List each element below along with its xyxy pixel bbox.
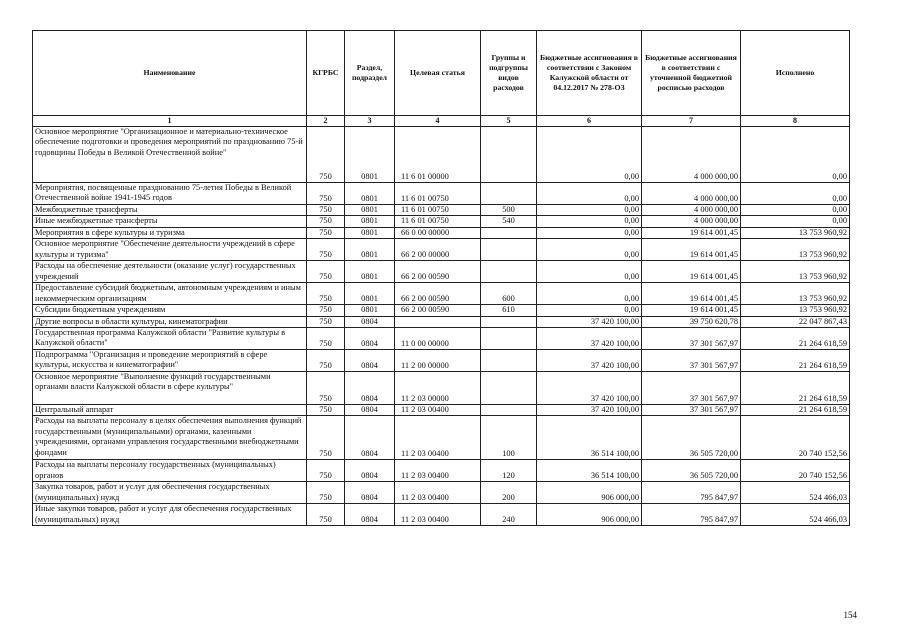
row-kgrbs: 750 (307, 305, 345, 316)
row-section: 0804 (345, 372, 395, 405)
row-executed: 13 753 960,92 (741, 227, 850, 238)
row-name: Центральный аппарат (33, 405, 307, 416)
row-group (481, 127, 537, 183)
row-budget-refined: 39 750 620,78 (642, 316, 741, 327)
row-target: 11 2 03 00000 (395, 372, 481, 405)
table-row (33, 350, 850, 372)
row-executed: 22 047 867,43 (741, 316, 850, 327)
row-budget-refined: 795 847,97 (642, 504, 741, 526)
row-budget-law: 0,00 (537, 305, 642, 316)
row-section: 0801 (345, 261, 395, 283)
row-budget-law: 0,00 (537, 216, 642, 227)
row-budget-law: 37 420 100,00 (537, 316, 642, 327)
row-executed: 21 264 618,59 (741, 350, 850, 372)
row-budget-refined: 4 000 000,00 (642, 183, 741, 205)
row-budget-refined: 19 614 001,45 (642, 283, 741, 305)
row-budget-law: 36 514 100,00 (537, 416, 642, 460)
row-kgrbs: 750 (307, 350, 345, 372)
table-row (33, 316, 850, 327)
row-executed: 13 753 960,92 (741, 261, 850, 283)
row-budget-law: 0,00 (537, 227, 642, 238)
table-row (33, 482, 850, 504)
row-budget-refined: 4 000 000,00 (642, 127, 741, 183)
table-row (33, 305, 850, 316)
row-executed: 0,00 (741, 183, 850, 205)
col-kgrbs-header: КГРБС (307, 31, 345, 116)
row-budget-law: 36 514 100,00 (537, 460, 642, 482)
row-group: 600 (481, 283, 537, 305)
row-kgrbs: 750 (307, 405, 345, 416)
row-kgrbs: 750 (307, 227, 345, 238)
col-name-header: Наименование (33, 31, 307, 116)
column-number: 3 (345, 116, 395, 127)
row-budget-law: 906 000,00 (537, 504, 642, 526)
table-row (33, 216, 850, 227)
row-budget-law: 37 420 100,00 (537, 328, 642, 350)
column-number: 4 (395, 116, 481, 127)
table-row (33, 261, 850, 283)
row-budget-law: 37 420 100,00 (537, 405, 642, 416)
row-target: 11 2 03 00400 (395, 405, 481, 416)
row-executed: 0,00 (741, 205, 850, 216)
column-number: 8 (741, 116, 850, 127)
row-group (481, 183, 537, 205)
row-section: 0801 (345, 239, 395, 261)
row-group: 500 (481, 205, 537, 216)
row-budget-law: 37 420 100,00 (537, 372, 642, 405)
row-budget-refined: 36 505 720,00 (642, 460, 741, 482)
row-target: 11 0 00 00000 (395, 328, 481, 350)
row-target: 11 2 03 00400 (395, 504, 481, 526)
row-group (481, 261, 537, 283)
row-target: 11 6 01 00750 (395, 183, 481, 205)
row-kgrbs: 750 (307, 127, 345, 183)
table-row (33, 283, 850, 305)
table-row (33, 239, 850, 261)
row-budget-law: 0,00 (537, 127, 642, 183)
row-kgrbs: 750 (307, 283, 345, 305)
row-target: 66 2 00 00000 (395, 239, 481, 261)
col-target-header: Целевая статья (395, 31, 481, 116)
table-row (33, 405, 850, 416)
row-executed: 0,00 (741, 127, 850, 183)
col-budget-law-header: Бюджетные ассигнования в соответствии с Законом Калужской области от 04.12.2017 № 278-ОЗ (537, 31, 642, 116)
table-row (33, 127, 850, 183)
row-section: 0801 (345, 227, 395, 238)
row-name: Расходы на выплаты персоналу в целях обеспечения выполнения функций государственными (муниципальными) органами, казенными учреждениями, органами управления государственными внебюджетными фондами (33, 416, 307, 460)
row-section: 0804 (345, 405, 395, 416)
row-budget-law: 906 000,00 (537, 482, 642, 504)
row-name: Основное мероприятие "Организационное и материально-техническое обеспечение подготовки и проведения мероприятий по празднованию 75-й годовщины Победы в Великой Отечественной войне" (33, 127, 307, 183)
row-executed: 20 740 152,56 (741, 416, 850, 460)
row-name: Мероприятия в сфере культуры и туризма (33, 227, 307, 238)
row-section: 0804 (345, 350, 395, 372)
page-number: 154 (843, 610, 857, 620)
row-executed: 21 264 618,59 (741, 405, 850, 416)
row-group (481, 350, 537, 372)
row-kgrbs: 750 (307, 460, 345, 482)
row-name: Основное мероприятие "Обеспечение деятельности учреждений в сфере культуры и туризма" (33, 239, 307, 261)
row-section: 0804 (345, 460, 395, 482)
row-budget-refined: 4 000 000,00 (642, 205, 741, 216)
row-budget-refined: 36 505 720,00 (642, 416, 741, 460)
row-group (481, 239, 537, 261)
row-group: 100 (481, 416, 537, 460)
row-name: Подпрограмма "Организация и проведение мероприятий в сфере культуры, искусства и кинематографии" (33, 350, 307, 372)
row-target: 11 6 01 00000 (395, 127, 481, 183)
column-number: 2 (307, 116, 345, 127)
row-group (481, 328, 537, 350)
row-kgrbs: 750 (307, 504, 345, 526)
row-kgrbs: 750 (307, 183, 345, 205)
table-row (33, 416, 850, 460)
row-target: 11 2 03 00400 (395, 460, 481, 482)
row-kgrbs: 750 (307, 328, 345, 350)
row-kgrbs: 750 (307, 261, 345, 283)
row-kgrbs: 750 (307, 316, 345, 327)
row-group (481, 316, 537, 327)
row-name: Межбюджетные трансферты (33, 205, 307, 216)
row-budget-refined: 19 614 001,45 (642, 239, 741, 261)
budget-table (32, 30, 850, 526)
row-kgrbs: 750 (307, 416, 345, 460)
table-row (33, 504, 850, 526)
row-budget-refined: 37 301 567,97 (642, 328, 741, 350)
table-row (33, 328, 850, 350)
row-target: 11 2 03 00400 (395, 482, 481, 504)
row-executed: 524 466,03 (741, 504, 850, 526)
row-name: Расходы на выплаты персоналу государственных (муниципальных) органов (33, 460, 307, 482)
row-section: 0801 (345, 305, 395, 316)
budget-table-sheet (32, 30, 849, 526)
row-budget-law: 0,00 (537, 261, 642, 283)
row-executed: 524 466,03 (741, 482, 850, 504)
row-kgrbs: 750 (307, 216, 345, 227)
row-executed: 21 264 618,59 (741, 372, 850, 405)
row-section: 0804 (345, 328, 395, 350)
row-group: 610 (481, 305, 537, 316)
row-name: Закупка товаров, работ и услуг для обеспечения государственных (муниципальных) нужд (33, 482, 307, 504)
col-executed-header: Исполнено (741, 31, 850, 116)
row-section: 0801 (345, 283, 395, 305)
table-row (33, 183, 850, 205)
row-executed: 13 753 960,92 (741, 239, 850, 261)
column-number: 6 (537, 116, 642, 127)
row-kgrbs: 750 (307, 482, 345, 504)
row-budget-refined: 37 301 567,97 (642, 372, 741, 405)
row-budget-law: 0,00 (537, 283, 642, 305)
row-budget-law: 0,00 (537, 183, 642, 205)
row-group (481, 372, 537, 405)
row-target: 66 0 00 00000 (395, 227, 481, 238)
row-executed: 20 740 152,56 (741, 460, 850, 482)
column-number: 5 (481, 116, 537, 127)
row-section: 0804 (345, 416, 395, 460)
col-section-header: Раздел, подраздел (345, 31, 395, 116)
row-executed: 21 264 618,59 (741, 328, 850, 350)
row-executed: 13 753 960,92 (741, 283, 850, 305)
row-name: Основное мероприятие "Выполнение функций государственными органами власти Калужской области в сфере культуры" (33, 372, 307, 405)
row-budget-refined: 795 847,97 (642, 482, 741, 504)
table-row (33, 205, 850, 216)
row-name: Мероприятия, посвященные празднованию 75-летия Победы в Великой Отечественной войне 1941-1945 годов (33, 183, 307, 205)
column-number-row (33, 116, 850, 127)
row-name: Другие вопросы в области культуры, кинематографии (33, 316, 307, 327)
row-budget-law: 37 420 100,00 (537, 350, 642, 372)
row-section: 0801 (345, 127, 395, 183)
col-groups-header: Группы и подгруппы видов расходов (481, 31, 537, 116)
row-group (481, 405, 537, 416)
row-group: 200 (481, 482, 537, 504)
row-target: 11 6 01 00750 (395, 216, 481, 227)
table-row (33, 372, 850, 405)
table-row (33, 460, 850, 482)
row-target: 66 2 00 00590 (395, 305, 481, 316)
row-group: 240 (481, 504, 537, 526)
row-executed: 0,00 (741, 216, 850, 227)
row-section: 0801 (345, 216, 395, 227)
table-row (33, 227, 850, 238)
row-group: 120 (481, 460, 537, 482)
row-name: Иные закупки товаров, работ и услуг для обеспечения государственных (муниципальных) нужд (33, 504, 307, 526)
row-kgrbs: 750 (307, 239, 345, 261)
row-section: 0801 (345, 205, 395, 216)
row-name: Государственная программа Калужской области "Развитие культуры в Калужской области" (33, 328, 307, 350)
row-budget-refined: 19 614 001,45 (642, 261, 741, 283)
row-kgrbs: 750 (307, 205, 345, 216)
row-budget-refined: 19 614 001,45 (642, 305, 741, 316)
row-group (481, 227, 537, 238)
row-section: 0804 (345, 504, 395, 526)
row-name: Расходы на обеспечение деятельности (оказание услуг) государственных учреждений (33, 261, 307, 283)
row-section: 0804 (345, 482, 395, 504)
row-budget-refined: 4 000 000,00 (642, 216, 741, 227)
row-target: 66 2 00 00590 (395, 261, 481, 283)
row-budget-refined: 19 614 001,45 (642, 227, 741, 238)
row-group: 540 (481, 216, 537, 227)
row-kgrbs: 750 (307, 372, 345, 405)
row-name: Иные межбюджетные трансферты (33, 216, 307, 227)
row-name: Предоставление субсидий бюджетным, автономным учреждениям и иным некоммерческим организациям (33, 283, 307, 305)
row-target: 11 6 01 00750 (395, 205, 481, 216)
column-number: 7 (642, 116, 741, 127)
table-header-row (33, 31, 850, 116)
row-budget-law: 0,00 (537, 239, 642, 261)
row-name: Субсидии бюджетным учреждениям (33, 305, 307, 316)
column-number: 1 (33, 116, 307, 127)
row-executed: 13 753 960,92 (741, 305, 850, 316)
row-budget-refined: 37 301 567,97 (642, 350, 741, 372)
row-target: 11 2 03 00400 (395, 416, 481, 460)
row-target: 11 2 00 00000 (395, 350, 481, 372)
row-target (395, 316, 481, 327)
col-budget-refined-header: Бюджетные ассигнования в соответствии с уточненной бюджетной росписью расходов (642, 31, 741, 116)
row-section: 0804 (345, 316, 395, 327)
row-section: 0801 (345, 183, 395, 205)
row-target: 66 2 00 00590 (395, 283, 481, 305)
row-budget-refined: 37 301 567,97 (642, 405, 741, 416)
row-budget-law: 0,00 (537, 205, 642, 216)
